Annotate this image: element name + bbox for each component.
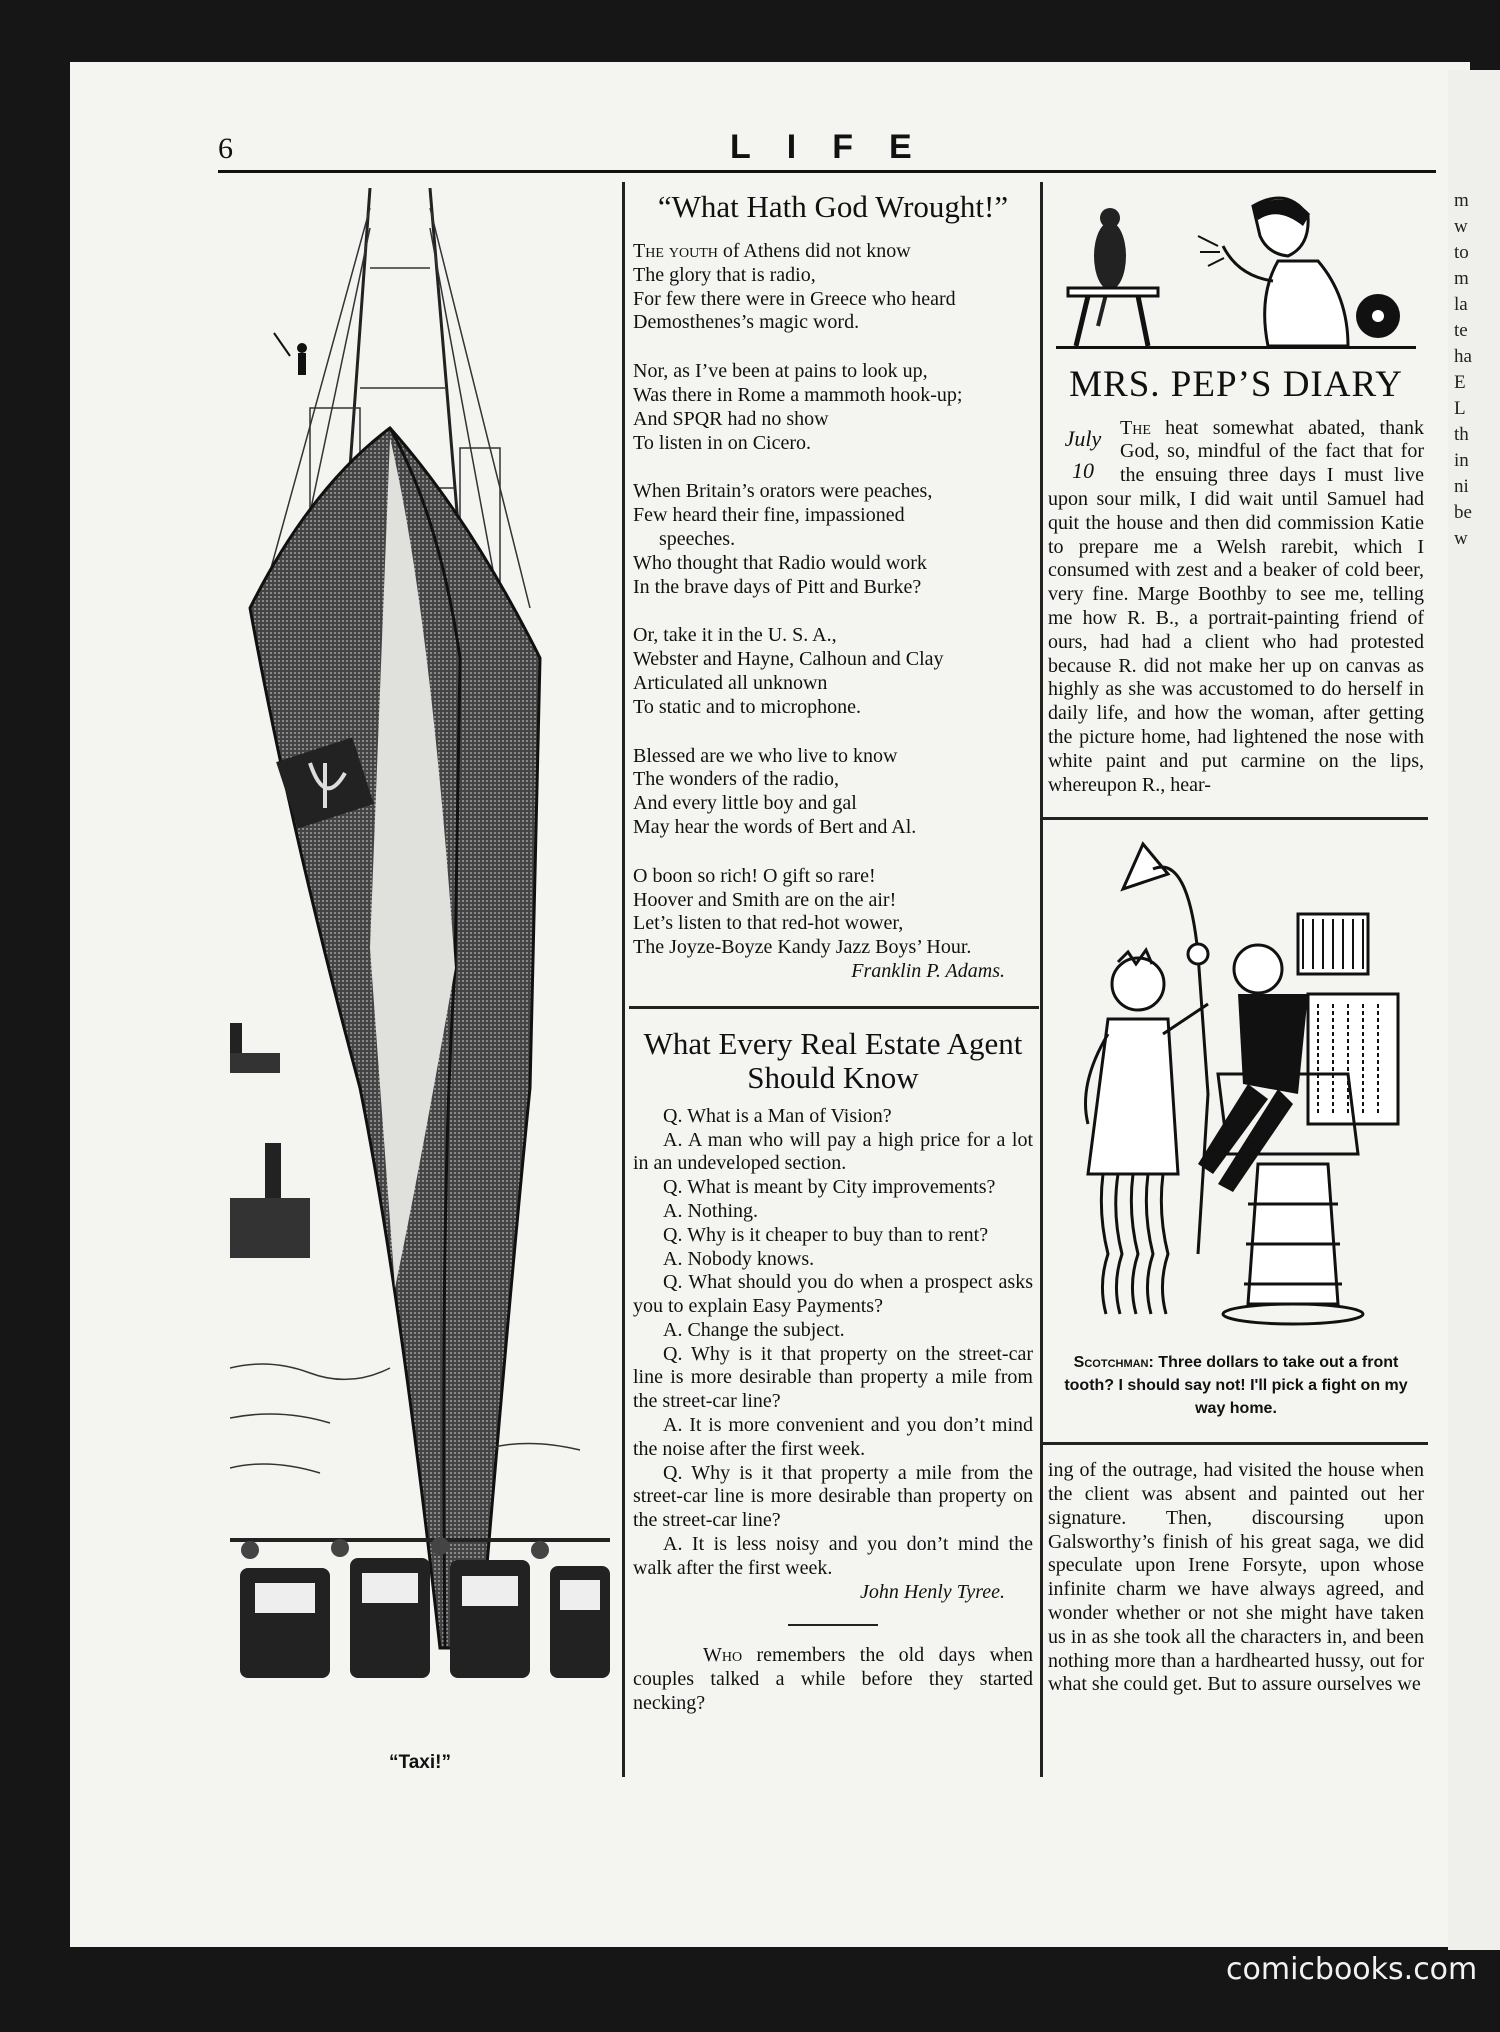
poem-stanza bbox=[633, 745, 1033, 840]
column-rule-2 bbox=[1040, 182, 1043, 1777]
next-page-fragment: ha bbox=[1454, 346, 1472, 367]
poem-line: May hear the words of Bert and Al. bbox=[633, 815, 917, 838]
poem-line: Who thought that Radio would work bbox=[633, 551, 927, 574]
next-page-fragment: te bbox=[1454, 320, 1468, 341]
realestate-title: What Every Real Estate Agent Should Know bbox=[643, 1025, 1023, 1095]
squib: Who remembers the old days when couples talked a while before they started necking? bbox=[633, 1644, 1033, 1715]
next-page-fragment: to bbox=[1454, 242, 1469, 263]
next-page-fragment: L bbox=[1454, 398, 1466, 419]
qa-line: Q. What is a Man of Vision? bbox=[663, 1104, 892, 1127]
diary-title: MRS. PEP’S DIARY bbox=[1069, 363, 1403, 405]
poem-line: In the brave days of Pitt and Burke? bbox=[633, 575, 922, 598]
poem-line: Demosthenes’s magic word. bbox=[633, 311, 860, 334]
poem-line: Articulated all unknown bbox=[633, 671, 828, 694]
qa-line: A. A man who will pay a high price for a lot in an undeveloped section. bbox=[633, 1128, 1033, 1175]
column-middle bbox=[633, 186, 1033, 1716]
next-page-fragment: in bbox=[1454, 450, 1469, 471]
poem-lead-caps: The youth bbox=[633, 240, 718, 262]
poem-stanza bbox=[633, 360, 1033, 455]
poem-stanza bbox=[633, 480, 1033, 599]
next-page-fragment: w bbox=[1454, 528, 1468, 549]
next-page-fragment: E bbox=[1454, 372, 1466, 393]
poem-line: The Joyze-Boyze Kandy Jazz Boys’ Hour. bbox=[633, 936, 972, 959]
poem-line: Webster and Hayne, Calhoun and Clay bbox=[633, 648, 944, 671]
next-page-fragment: be bbox=[1454, 502, 1472, 523]
qa-line: A. It is less noisy and you don’t mind the walk after the first week. bbox=[633, 1533, 1033, 1579]
short-rule bbox=[788, 1624, 878, 1626]
qa-line: Q. Why is it cheaper to buy than to rent? bbox=[663, 1223, 989, 1246]
poem-line: The glory that is radio, bbox=[633, 263, 816, 286]
poem-line: To listen in on Cicero. bbox=[633, 431, 812, 454]
diary-text-1: The heat somewhat abated, thank God, so, mindful of the fact that for the ensuing three days I must live upon sour milk, I did wait until Samuel had quit the house and then did commission Katie to prepare me a Welsh rarebit, which I consumed with zest and a beaker of cold beer, very fine. Marge Boothby to see me, telling me how R. B., a portrait-painting friend of ours, had had a client who had protested because R. did not make her up on canvas as highly as she was accustomed to do herself in daily life, and how the woman, after getting the picture home, had lightened the nose with white paint and put carmine on the lips, whereupon R., hear- bbox=[1048, 416, 1424, 796]
poem-line: of Athens did not know bbox=[717, 240, 911, 262]
watermark: comicbooks.com bbox=[1226, 1952, 1478, 1987]
qa-line: Q. Why is it that property on the street-car line is more desirable than property a mile from the street-car line? bbox=[633, 1342, 1033, 1413]
next-page-fragment: th bbox=[1454, 424, 1469, 445]
header-rule bbox=[218, 170, 1436, 173]
poem-line: Let’s listen to that red-hot wower, bbox=[633, 912, 904, 935]
poem-line: Blessed are we who live to know bbox=[633, 744, 898, 767]
poem-line: For few there were in Greece who heard bbox=[633, 287, 956, 310]
poem-stanza bbox=[633, 865, 1033, 960]
page-number: 6 bbox=[218, 132, 233, 165]
poem-line: And every little boy and gal bbox=[633, 792, 857, 815]
next-page-fragment: ni bbox=[1454, 476, 1469, 497]
poem-line: Was there in Rome a mammoth hook-up; bbox=[633, 383, 963, 406]
poem-line: Or, take it in the U. S. A., bbox=[633, 624, 837, 647]
illustration-caption: “Taxi!” bbox=[389, 1752, 451, 1773]
qa-line: A. Change the subject. bbox=[663, 1318, 845, 1341]
poem-line: speeches. bbox=[659, 527, 736, 550]
poem-line: Few heard their fine, impassioned bbox=[633, 504, 905, 527]
ship-illustration bbox=[230, 188, 610, 1718]
qa-line: Q. What should you do when a prospect asks you to explain Easy Payments? bbox=[633, 1271, 1033, 1318]
diary-text-2: ing of the outrage, had visited the house when the client was absent and painted out her signature. Then, discoursing upon Galsworthy’s finish of his great saga, we did speculate upon Irene Forsyte, upon whose infinite charm we have always agreed, and wonder whether or not she might have taken us in as she took all the characters in, and been nothing more than a hardhearted hussy, out for what she could get. But to assure ourselves we bbox=[1048, 1459, 1424, 1696]
column-rule-1 bbox=[622, 182, 625, 1777]
next-page-fragment: w bbox=[1454, 216, 1468, 237]
realestate-qa bbox=[633, 1105, 1033, 1581]
qa-line: A. Nobody knows. bbox=[663, 1247, 815, 1270]
poem-line: Nor, as I’ve been at pains to look up, bbox=[633, 360, 928, 383]
qa-line: Q. What is meant by City improvements? bbox=[663, 1176, 996, 1199]
qa-line: A. Nothing. bbox=[663, 1199, 758, 1222]
section-rule bbox=[1042, 1442, 1428, 1445]
poem-stanza bbox=[633, 624, 1033, 719]
poem-author: Franklin P. Adams. bbox=[851, 959, 1005, 982]
poem-title: “What Hath God Wrought!” bbox=[657, 189, 1009, 224]
column-right bbox=[1048, 186, 1424, 1697]
diary-date: July 10 bbox=[1064, 425, 1102, 483]
section-rule bbox=[1042, 817, 1428, 820]
poem-stanza bbox=[633, 240, 1033, 335]
qa-line: A. It is more convenient and you don’t mind the noise after the first week. bbox=[633, 1414, 1033, 1460]
realestate-author: John Henly Tyree. bbox=[860, 1580, 1005, 1603]
next-page-fragment: m bbox=[1454, 190, 1469, 211]
poem-line: O boon so rich! O gift so rare! bbox=[633, 864, 876, 887]
poem-line: To static and to microphone. bbox=[633, 695, 861, 718]
poem-line: Hoover and Smith are on the air! bbox=[633, 888, 897, 911]
masthead: LIFE bbox=[730, 128, 948, 166]
poem-line: When Britain’s orators were peaches, bbox=[633, 480, 933, 503]
dentist-cartoon bbox=[1048, 834, 1424, 1344]
qa-line: Q. Why is it that property a mile from the street-car line is more desirable than property on the street-car line? bbox=[633, 1461, 1033, 1532]
poem-line: The wonders of the radio, bbox=[633, 768, 840, 791]
diary-header-illustration bbox=[1048, 186, 1424, 356]
cartoon-caption: Scotchman: Three dollars to take out a front tooth? I should say not! I'll pick a fight on my way home. bbox=[1064, 1354, 1408, 1418]
section-rule bbox=[629, 1006, 1039, 1009]
next-page-fragment: m bbox=[1454, 268, 1469, 289]
next-page-fragment: la bbox=[1454, 294, 1468, 315]
next-page-edge bbox=[1448, 70, 1500, 1950]
poem-line: And SPQR had no show bbox=[633, 407, 829, 430]
